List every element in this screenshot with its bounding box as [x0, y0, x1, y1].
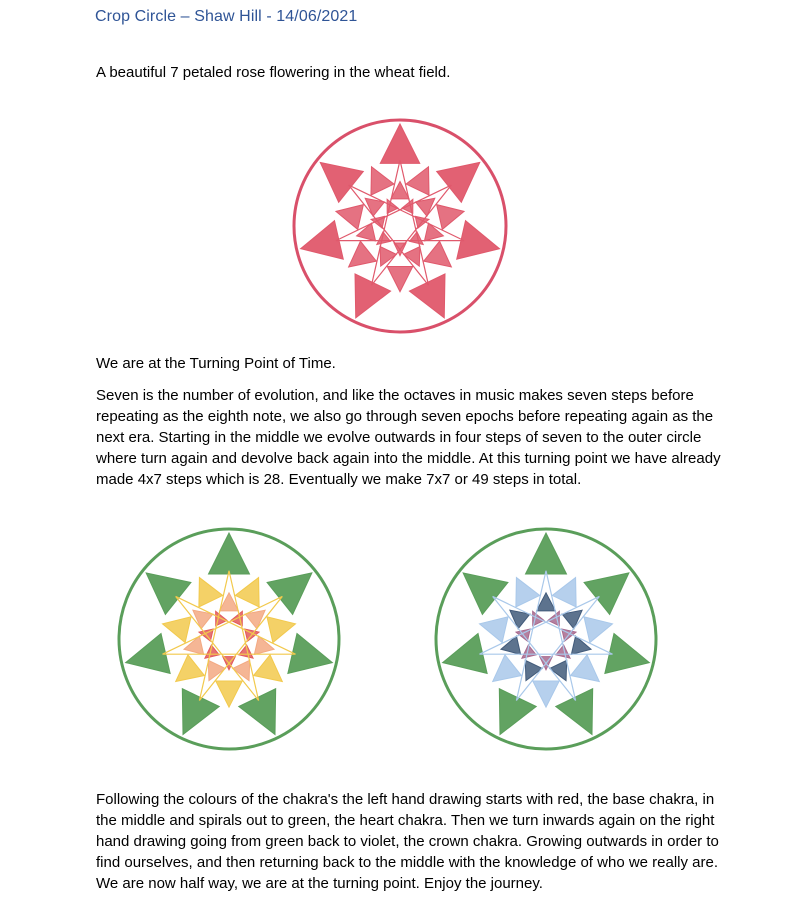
- star-triangle: [437, 205, 464, 230]
- star-triangle: [267, 573, 312, 615]
- star-triangle: [480, 617, 509, 643]
- left-chakra-drawing: [115, 525, 343, 753]
- star-triangle: [320, 162, 363, 202]
- star-triangle: [209, 533, 250, 574]
- star-triangle: [463, 573, 508, 615]
- document-title: Crop Circle – Shaw Hill - 14/06/2021: [95, 8, 358, 25]
- star-triangle: [552, 578, 576, 607]
- star-triangle: [493, 655, 522, 682]
- star-triangle: [380, 124, 419, 163]
- star-triangle: [216, 681, 242, 707]
- star-triangle: [516, 578, 540, 607]
- star-triangle: [336, 205, 363, 230]
- star-triangle: [533, 681, 559, 707]
- star-triangle: [267, 617, 296, 643]
- turning-point-paragraph: We are at the Turning Point of Time.: [96, 355, 336, 372]
- chakra-paragraph: Following the colours of the chakra's the left hand drawing starts with red, the base chakra, in the middle and spirals out to green, the heart chakra. Then we turn inwards again on the right hand drawing going from green back to violet, the crown chakra. Growing outwards in order to find ourselves, and then returning back to the middle with the knowledge of who we really are. We are now half way, we are at the turning point. Enjoy the journey.: [96, 791, 719, 892]
- star-triangle: [371, 167, 394, 195]
- star-triangle: [526, 533, 567, 574]
- star-triangle: [571, 655, 600, 682]
- rose-crop-circle-drawing: [290, 116, 510, 336]
- star-triangle: [387, 266, 412, 291]
- star-triangle: [584, 573, 629, 615]
- star-triangle: [199, 578, 223, 607]
- star-triangle: [235, 578, 259, 607]
- seven-steps-paragraph: Seven is the number of evolution, and like the octaves in music makes seven steps before repeating as the eighth note, we also go through seven epochs before repeating again as the next era. Starting in the middle we evolve outwards in four steps of seven to the outer circle where turn again and devolve back again into the middle. At this turning point we have already made 4x7 steps which is 28. Eventually we make 7x7 or 49 steps in total.: [96, 387, 721, 488]
- intro-paragraph: A beautiful 7 petaled rose flowering in the wheat field.: [96, 64, 451, 81]
- star-triangle: [406, 167, 429, 195]
- star-triangle: [176, 655, 205, 682]
- star-triangle: [437, 162, 480, 202]
- star-triangle: [254, 655, 283, 682]
- star-triangle: [163, 617, 192, 643]
- star-triangle: [424, 241, 452, 267]
- star-triangle: [584, 617, 613, 643]
- star-triangle: [349, 241, 377, 267]
- right-chakra-drawing: [432, 525, 660, 753]
- star-triangle: [146, 573, 191, 615]
